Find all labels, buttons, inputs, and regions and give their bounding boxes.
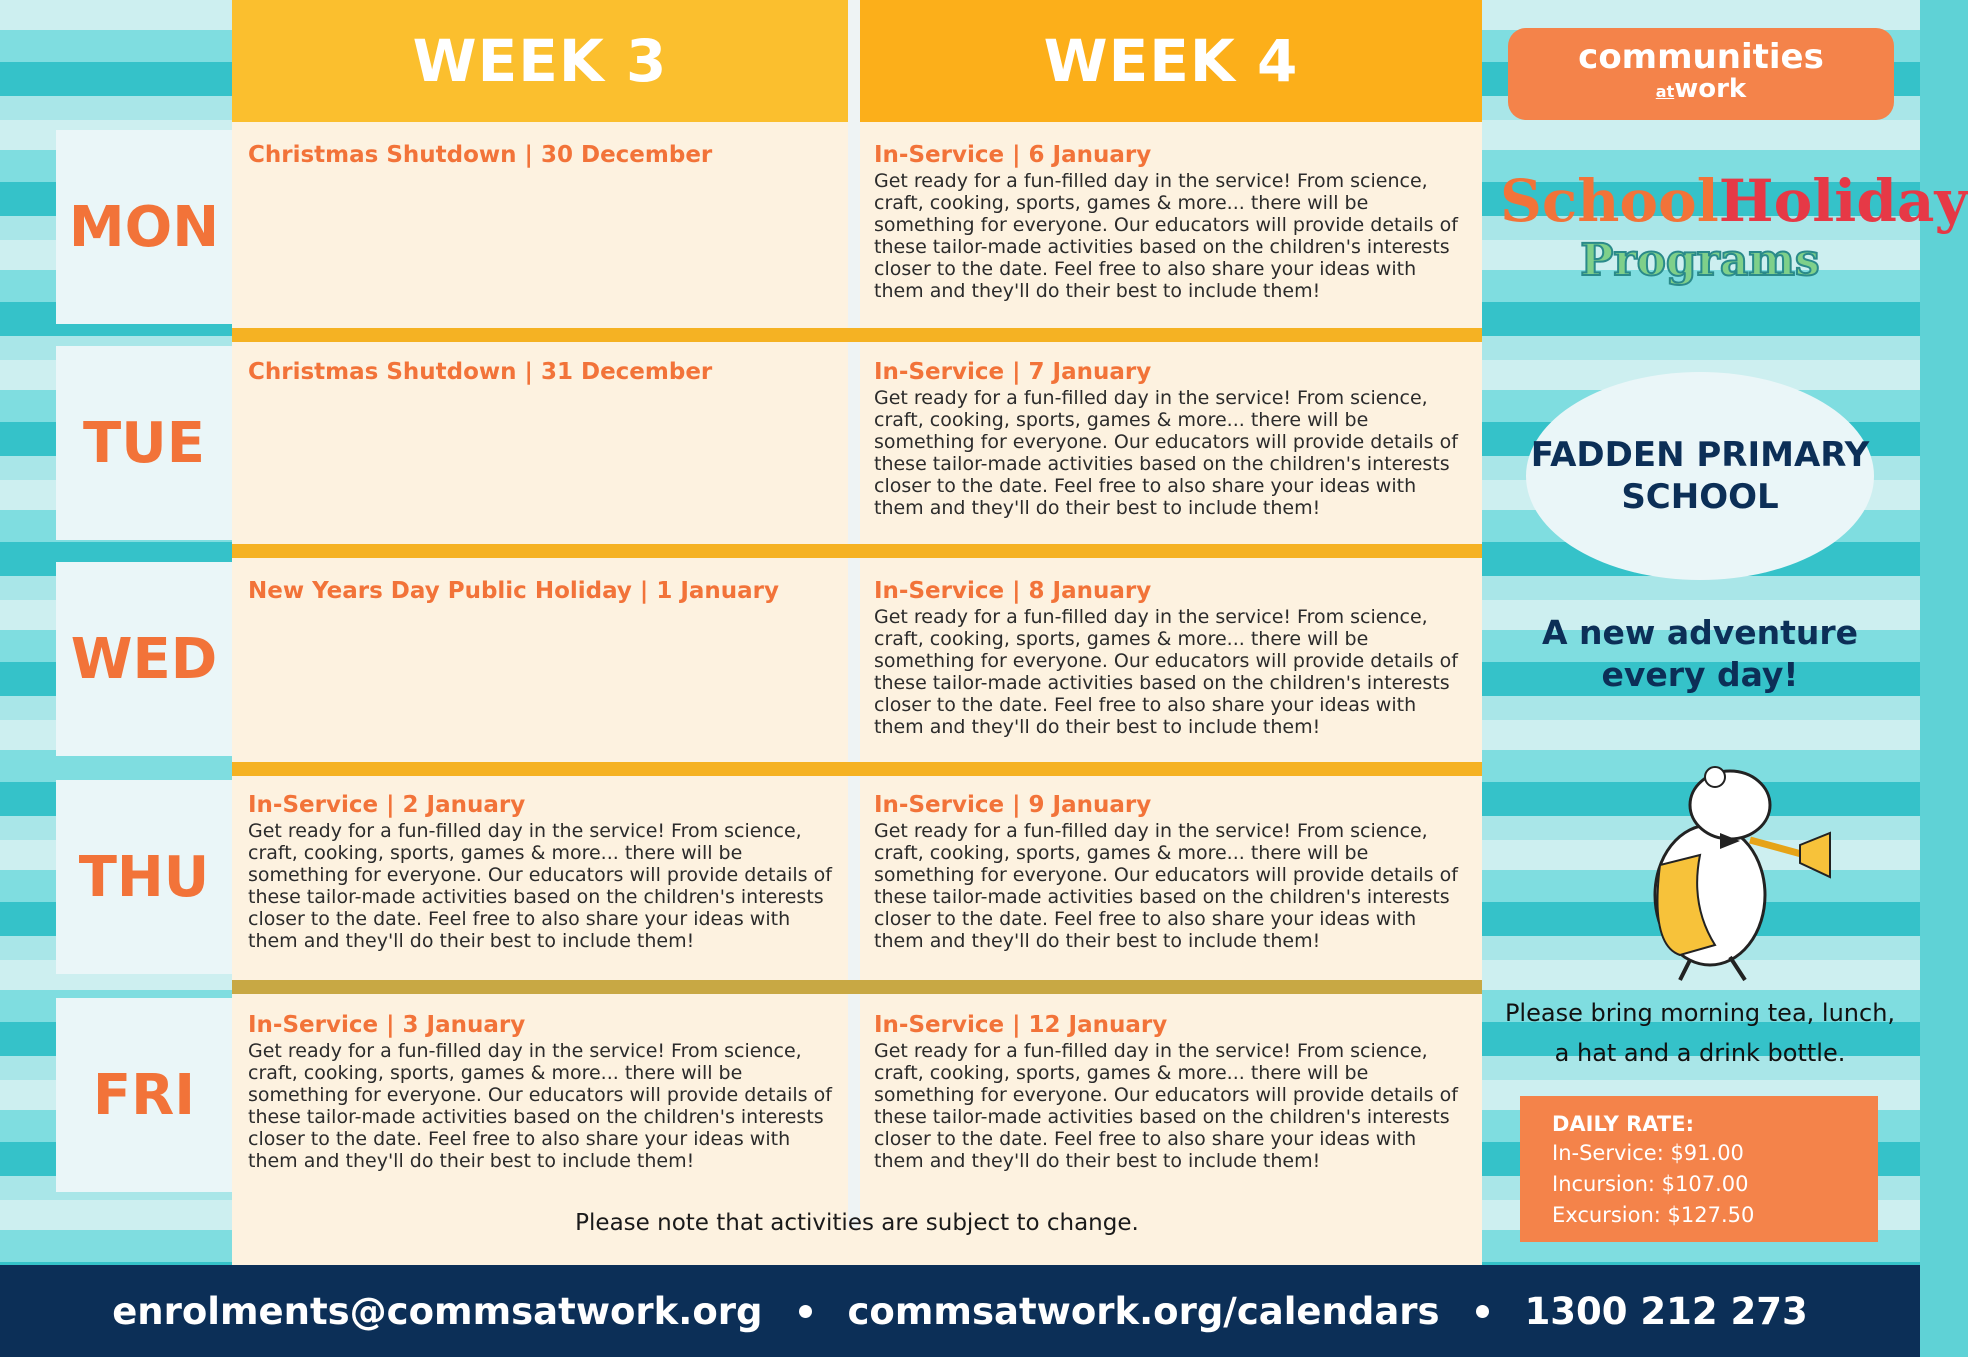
- day-label-mon: MON: [56, 130, 232, 324]
- week-4-header: WEEK 4: [860, 0, 1482, 122]
- rate-excursion: Excursion: $127.50: [1552, 1203, 1755, 1227]
- row-divider: [232, 762, 1482, 776]
- change-notice: Please note that activities are subject to change.: [575, 1210, 1139, 1236]
- activity-description: Get ready for a fun-filled day in the service! From science, craft, cooking, sports, games & more... there will be something for everyone. Our educators will provide details of these tailor-made activities based on the children's interests closer to the date. Feel free to also share your ideas with them and they'll do their best to include them!: [874, 606, 1458, 738]
- bullet-separator: [799, 1305, 812, 1318]
- day-label-thu: THU: [56, 780, 232, 974]
- footer-email[interactable]: enrolments@commsatwork.org: [112, 1289, 763, 1333]
- activity-description: Get ready for a fun-filled day in the service! From science, craft, cooking, sports, games & more... there will be something for everyone. Our educators will provide details of these tailor-made activities based on the children's interests closer to the date. Feel free to also share your ideas with them and they'll do their best to include them!: [874, 1040, 1458, 1172]
- bullet-separator: [1476, 1305, 1489, 1318]
- school-name-badge: FADDEN PRIMARY SCHOOL: [1526, 372, 1874, 580]
- day-label-tue: TUE: [56, 346, 232, 540]
- school-holiday-programs-logo: SchoolHoliday Programs: [1500, 167, 1968, 286]
- activity-description: Get ready for a fun-filled day in the service! From science, craft, cooking, sports, games & more... there will be something for everyone. Our educators will provide details of these tailor-made activities based on the children's interests closer to the date. Feel free to also share your ideas with them and they'll do their best to include them!: [874, 387, 1458, 519]
- activity-title: New Years Day Public Holiday | 1 January: [248, 578, 780, 604]
- trumpet-playing-bear-icon: [1620, 745, 1840, 985]
- daily-rate-box: DAILY RATE: In-Service: $91.00 Incursion: $107.00 Excursion: $127.50: [1520, 1096, 1878, 1242]
- week3-tue-cell: [236, 353, 848, 387]
- row-divider: [232, 544, 1482, 558]
- day-label-fri: FRI: [56, 998, 232, 1192]
- week4-mon-cell: [862, 136, 1480, 302]
- activity-title: In-Service | 7 January: [874, 359, 1152, 385]
- footer-phone[interactable]: 1300 212 273: [1524, 1289, 1808, 1333]
- bring-items-note: Please bring morning tea, lunch, a hat and a drink bottle.: [1504, 999, 1896, 1067]
- column-divider: [848, 0, 860, 1228]
- day-label-wed: WED: [56, 562, 232, 756]
- activity-title: Christmas Shutdown | 31 December: [248, 359, 713, 385]
- activity-title: In-Service | 8 January: [874, 578, 1152, 604]
- week3-fri-cell: [236, 1006, 848, 1172]
- week4-fri-cell: [862, 1006, 1480, 1172]
- activity-description: Get ready for a fun-filled day in the service! From science, craft, cooking, sports, games & more... there will be something for everyone. Our educators will provide details of these tailor-made activities based on the children's interests closer to the date. Feel free to also share your ideas with them and they'll do their best to include them!: [248, 820, 832, 952]
- communities-at-work-logo: communities atwork: [1508, 28, 1894, 120]
- activity-description: Get ready for a fun-filled day in the service! From science, craft, cooking, sports, games & more... there will be something for everyone. Our educators will provide details of these tailor-made activities based on the children's interests closer to the date. Feel free to also share your ideas with them and they'll do their best to include them!: [874, 820, 1458, 952]
- week4-wed-cell: [862, 572, 1480, 738]
- row-divider: [232, 980, 1482, 994]
- activity-title: Christmas Shutdown | 30 December: [248, 142, 713, 168]
- week3-wed-cell: [236, 572, 848, 606]
- rate-incursion: Incursion: $107.00: [1552, 1172, 1749, 1196]
- activity-title: In-Service | 3 January: [248, 1012, 526, 1038]
- activity-description: Get ready for a fun-filled day in the service! From science, craft, cooking, sports, games & more... there will be something for everyone. Our educators will provide details of these tailor-made activities based on the children's interests closer to the date. Feel free to also share your ideas with them and they'll do their best to include them!: [248, 1040, 832, 1172]
- week4-tue-cell: [862, 353, 1480, 519]
- week4-thu-cell: [862, 786, 1480, 952]
- week-3-header: WEEK 3: [232, 0, 848, 122]
- activity-title: In-Service | 9 January: [874, 792, 1152, 818]
- week3-thu-cell: [236, 786, 848, 952]
- activity-title: In-Service | 2 January: [248, 792, 526, 818]
- tagline: A new adventure every day!: [1541, 613, 1859, 694]
- activity-title: In-Service | 6 January: [874, 142, 1152, 168]
- row-divider: [232, 328, 1482, 342]
- week3-mon-cell: [236, 136, 848, 170]
- footer-url[interactable]: commsatwork.org/calendars: [847, 1289, 1440, 1333]
- activity-description: Get ready for a fun-filled day in the service! From science, craft, cooking, sports, games & more... there will be something for everyone. Our educators will provide details of these tailor-made activities based on the children's interests closer to the date. Feel free to also share your ideas with them and they'll do their best to include them!: [874, 170, 1458, 302]
- activity-title: In-Service | 12 January: [874, 1012, 1168, 1038]
- contact-footer: [0, 1265, 1920, 1357]
- rate-in-service: In-Service: $91.00: [1552, 1141, 1744, 1165]
